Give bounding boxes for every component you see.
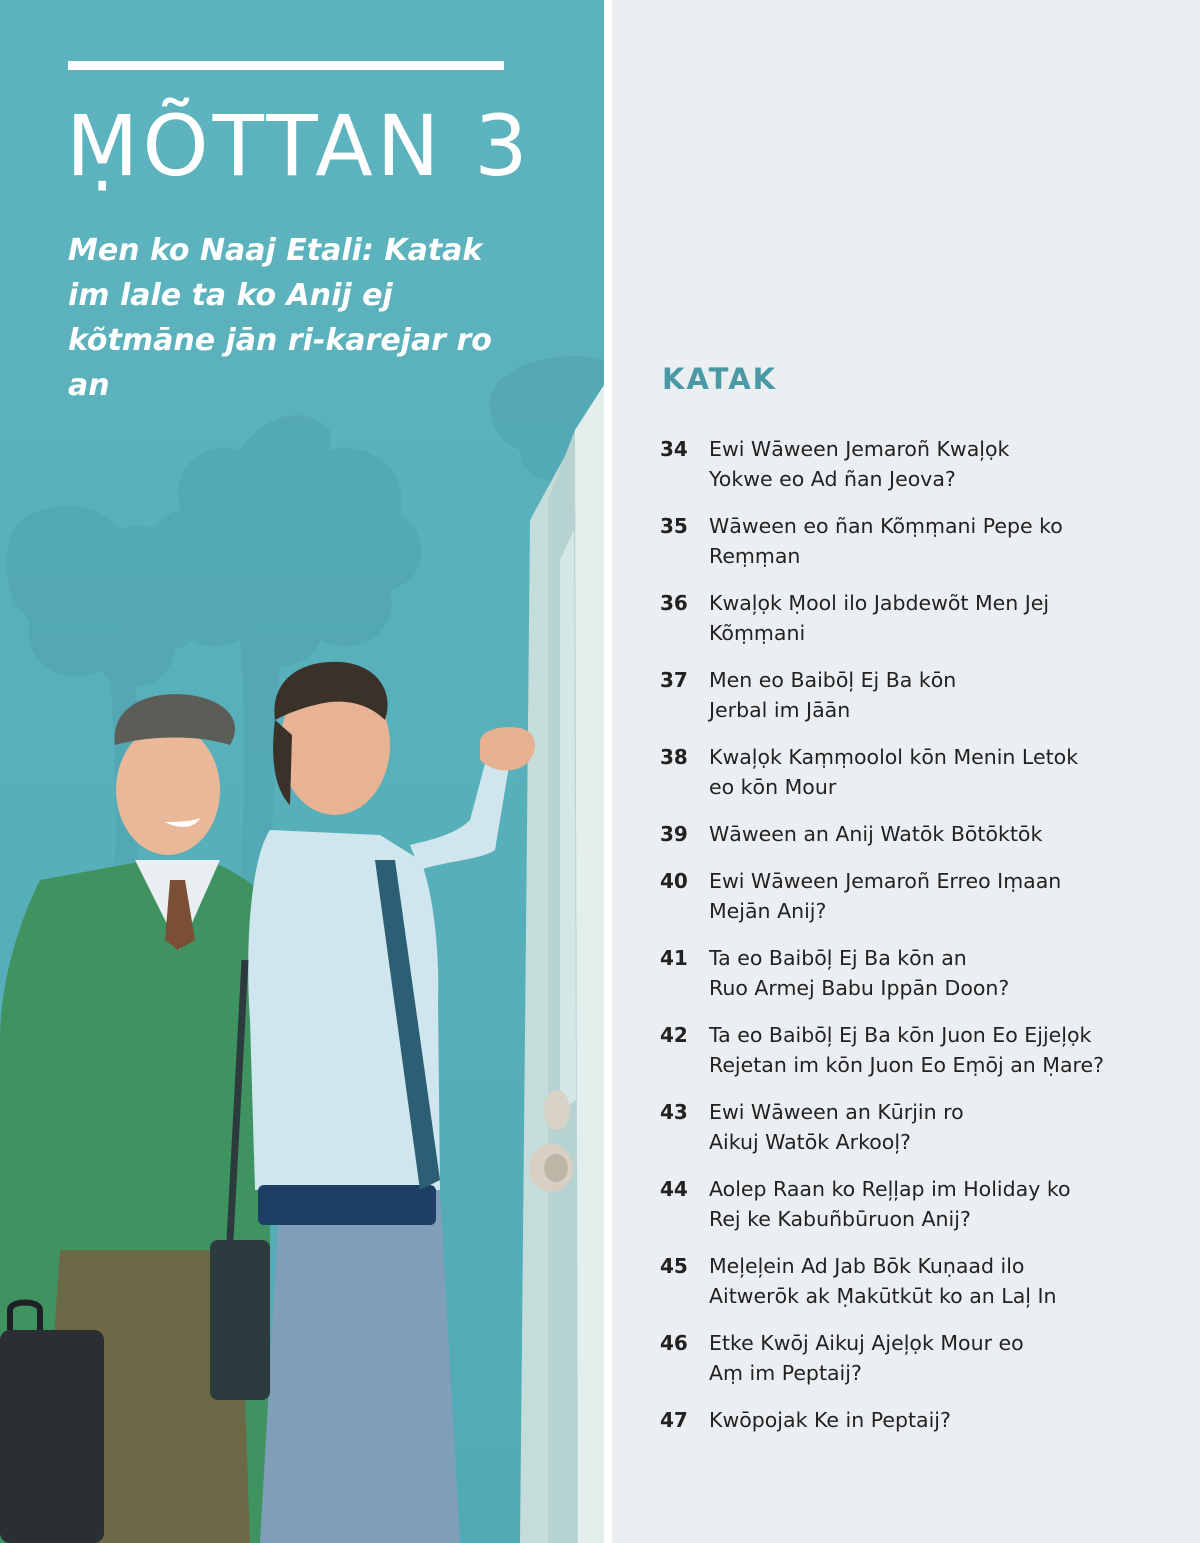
lesson-number: 44 <box>660 1177 688 1201</box>
lesson-number: 34 <box>660 437 688 461</box>
contents-list <box>660 434 1200 1452</box>
contents-item[interactable] <box>660 1251 1200 1311</box>
lesson-title-line: Ewi Wāween Jemaroñ Kwaļọk <box>709 437 1010 461</box>
lesson-title-line: Meļeļein Ad Jab Bōk Kuṇaad ilo <box>709 1254 1025 1278</box>
lesson-title-line: Rej ke Kabuñbūruon Anij? <box>709 1207 971 1231</box>
contents-heading: KATAK <box>662 362 778 396</box>
lesson-number: 38 <box>660 745 688 769</box>
contents-item[interactable] <box>660 1174 1200 1234</box>
lesson-title <box>709 665 1119 725</box>
lesson-title <box>709 434 1119 494</box>
contents-item[interactable] <box>660 588 1200 648</box>
lesson-title-line: Rejetan im kōn Juon Eo Eṃōj an Ṃare? <box>709 1053 1105 1077</box>
lesson-title-line: Aitwerōk ak Ṃakūtkūt ko an Laļ In <box>709 1284 1057 1308</box>
lesson-title-line: Kwaļọk Kaṃṃoolol kōn Menin Letok <box>709 745 1079 769</box>
lesson-title-line: Kwaļọk Ṃool ilo Jabdewõt Men Jej <box>709 591 1050 615</box>
lesson-number: 46 <box>660 1331 688 1355</box>
lesson-title <box>709 511 1119 571</box>
lesson-number: 37 <box>660 668 688 692</box>
lesson-number: 39 <box>660 822 688 846</box>
lesson-title-line: eo kōn Mour <box>709 775 837 799</box>
lesson-title <box>709 943 1119 1003</box>
lesson-title-line: Jerbal im Jāān <box>709 698 851 722</box>
contents-item[interactable] <box>660 742 1200 802</box>
lesson-title <box>709 1174 1119 1234</box>
lesson-number: 35 <box>660 514 688 538</box>
lesson-title-line: Wāween an Anij Watōk Bōtōktōk <box>709 822 1043 846</box>
contents-item[interactable] <box>660 1097 1200 1157</box>
lesson-title-line: Ta eo Baibōļ Ej Ba kōn an <box>709 946 967 970</box>
contents-panel <box>612 0 1200 1543</box>
contents-item[interactable] <box>660 943 1200 1003</box>
older-man <box>0 694 270 1543</box>
lesson-number: 45 <box>660 1254 688 1278</box>
lesson-title <box>709 1251 1119 1311</box>
lesson-title-line: Ewi Wāween an Kūrjin ro <box>709 1100 964 1124</box>
lesson-title-line: Ta eo Baibōļ Ej Ba kōn Juon Eo Ejjeļọk <box>709 1023 1092 1047</box>
lesson-number: 42 <box>660 1023 688 1047</box>
section-subtitle: Men ko Naaj Etali: Katak im lale ta ko Anij ej kõtmāne jān ri-karejar ro an <box>68 233 492 403</box>
door <box>520 385 604 1543</box>
lesson-title-line: Reṃṃan <box>709 544 801 568</box>
lesson-title-line: Aikuj Watōk Arkooļ? <box>709 1130 911 1154</box>
contents-item[interactable] <box>660 665 1200 725</box>
contents-item[interactable] <box>660 511 1200 571</box>
lesson-title <box>709 742 1119 802</box>
contents-item[interactable] <box>660 1328 1200 1388</box>
title-rule <box>68 61 504 70</box>
lesson-title <box>709 1020 1119 1080</box>
lesson-title-line: Aolep Raan ko Reļļap im Holiday ko <box>709 1177 1071 1201</box>
lesson-title-line: Etke Kwōj Aikuj Ajeļọk Mour eo <box>709 1331 1024 1355</box>
lesson-title <box>709 866 1119 926</box>
lesson-title-line: Wāween eo ñan Kõṃṃani Pepe ko <box>709 514 1063 538</box>
lesson-number: 36 <box>660 591 688 615</box>
lesson-number: 40 <box>660 869 688 893</box>
lesson-title-line: Kõṃṃani <box>709 621 806 645</box>
lesson-number: 41 <box>660 946 688 970</box>
lesson-title-line: Mejān Anij? <box>709 899 827 923</box>
panel-divider <box>604 0 612 1543</box>
lesson-title-line: Ruo Armej Babu Ippān Doon? <box>709 976 1010 1000</box>
lesson-title <box>709 819 1119 849</box>
contents-item[interactable] <box>660 819 1200 849</box>
lesson-title <box>709 588 1119 648</box>
lesson-number: 43 <box>660 1100 688 1124</box>
lesson-title-line: Men eo Baibōļ Ej Ba kōn <box>709 668 957 692</box>
lesson-title <box>709 1405 1119 1435</box>
contents-item[interactable] <box>660 1405 1200 1435</box>
contents-item[interactable] <box>660 866 1200 926</box>
lesson-title <box>709 1097 1119 1157</box>
section-title: ṂÕTTAN 3 <box>66 97 532 195</box>
lesson-title-line: Kwōpojak Ke in Peptaij? <box>709 1408 951 1432</box>
contents-item[interactable] <box>660 434 1200 494</box>
lesson-number: 47 <box>660 1408 688 1432</box>
lesson-title-line: Ewi Wāween Jemaroñ Erreo Iṃaan <box>709 869 1062 893</box>
contents-item[interactable] <box>660 1020 1200 1080</box>
lesson-title-line: Yokwe eo Ad ñan Jeova? <box>709 467 956 491</box>
lesson-title <box>709 1328 1119 1388</box>
lesson-title-line: Aṃ im Peptaij? <box>709 1361 862 1385</box>
